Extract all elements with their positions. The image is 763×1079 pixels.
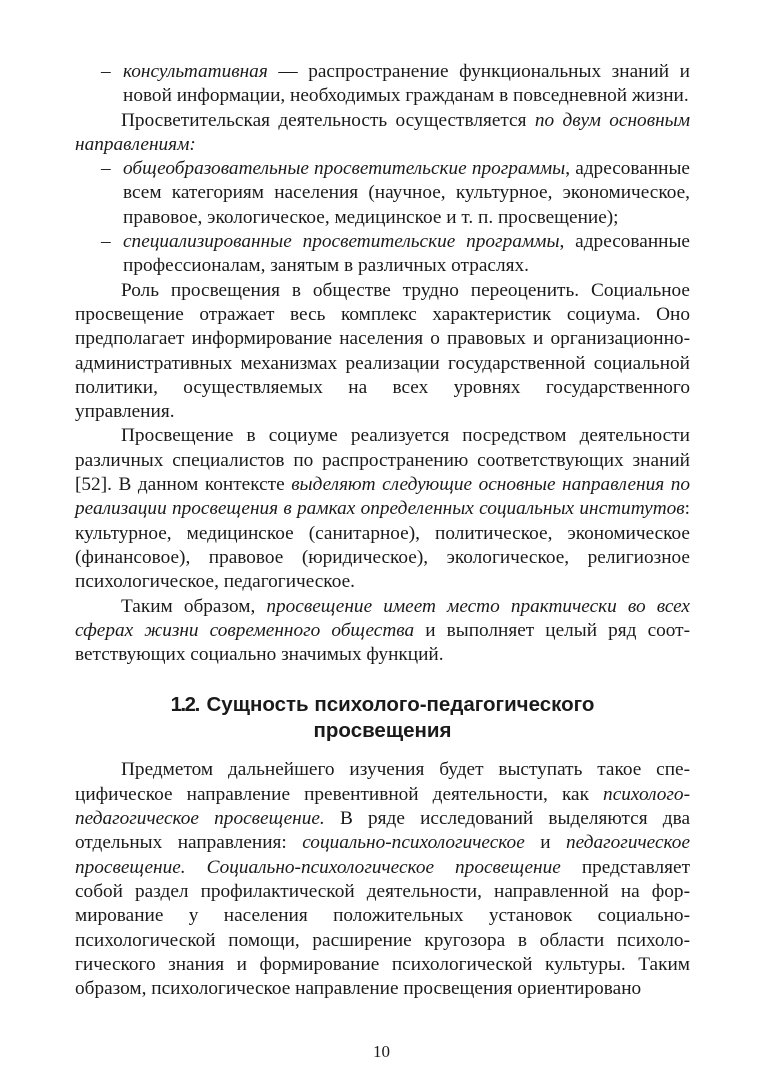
list-item-text: , адресованные профессионалам, занятым в различных отраслях.: [123, 231, 690, 277]
paragraph-emphasis: выделяют следующие основные направления по реализации просвещения в рамках определенных социальных институтов: [75, 474, 690, 520]
paragraph-text: : культурное, медицинское (санитарное), политическое, экономическое (финансовое), правовое (юридическое), экологическое, религиозное психологическое, педагогическое.: [75, 498, 690, 593]
list-dash: –: [101, 231, 111, 253]
paragraph-text: Таким образом,: [121, 595, 267, 617]
paragraph-emphasis: по двум основным направлениям:: [75, 109, 690, 155]
paragraph-emphasis: психолого-педагогическое просвещение.: [75, 783, 690, 830]
paragraph-emphasis: педагогическое просвещение. Социально-психологическое просвещение: [75, 832, 690, 878]
paragraph: [75, 424, 690, 594]
list-item-text: — распространение функциональных знаний и новой информации, необходимых гражданам в повседневной жизни.: [123, 61, 690, 107]
list-dash: –: [101, 61, 111, 82]
paragraph-text: и: [524, 832, 567, 854]
paragraph-text: Просветительская деятельность осуществляется: [121, 109, 535, 131]
page-body: [75, 60, 690, 1001]
section-heading: [75, 692, 690, 743]
list-item-text: , адресованные всем категориям населения (научное, культурное, экономическое, правовое, экологическое, медицинское и т. п. просвещение);: [123, 158, 690, 228]
paragraph: [75, 758, 690, 1001]
section-title-line-2: просвещения: [313, 718, 452, 742]
list-item: [75, 157, 690, 230]
paragraph-text: и выполняет целый ряд соответствующих социально значимых функций.: [75, 619, 690, 666]
section-number: 1.2.: [170, 693, 199, 717]
list-item: [75, 60, 690, 109]
paragraph-text: Просвещение в социуме реализуется посредством деятельности различных специалистов по распространению соответствующих знаний [52]. В данном контексте: [75, 425, 690, 496]
term-specialized-programs: специализированные просветительские программы: [123, 231, 560, 253]
paragraph: Роль просвещения в обществе трудно переоценить. Социальное просвещение отражает весь комплекс характеристик социума. Оно предполагает информирование населения о правовых и организационно-административных механизмах реализации государственной социальной политики, осуществляемых на всех уровнях государственного управления.: [75, 279, 690, 423]
term-general-programs: общеобразовательные просветительские программы: [123, 158, 566, 180]
paragraph: [75, 109, 690, 158]
section-title-line-1: Сущность психолого-педагогического: [206, 693, 595, 717]
paragraph-text: Предметом дальнейшего изучения будет выступать такое специфическое направление превентивной деятельности, как: [75, 759, 690, 805]
paragraph-text: представляет собой раздел профилактической деятельности, направленной на формирование у населения положительных установок социально-психологической помощи, расширение кругозора в области психологического знания и формирование психологической культуры. Таким образом, психологическое направление просвещения ориентировано: [75, 856, 690, 1000]
paragraph-emphasis: социально-психологическое: [302, 832, 525, 854]
list-dash: –: [101, 158, 111, 180]
page-number: 10: [373, 1042, 390, 1061]
paragraph-text: В ряде исследований выделяются два отдельных направления:: [75, 808, 691, 854]
paragraph: [75, 595, 690, 668]
paragraph-emphasis: просвещение имеет место практически во всех сферах жизни современного общества: [75, 595, 690, 641]
list-item: [75, 230, 690, 279]
term-consultative: консультативная: [123, 61, 268, 82]
